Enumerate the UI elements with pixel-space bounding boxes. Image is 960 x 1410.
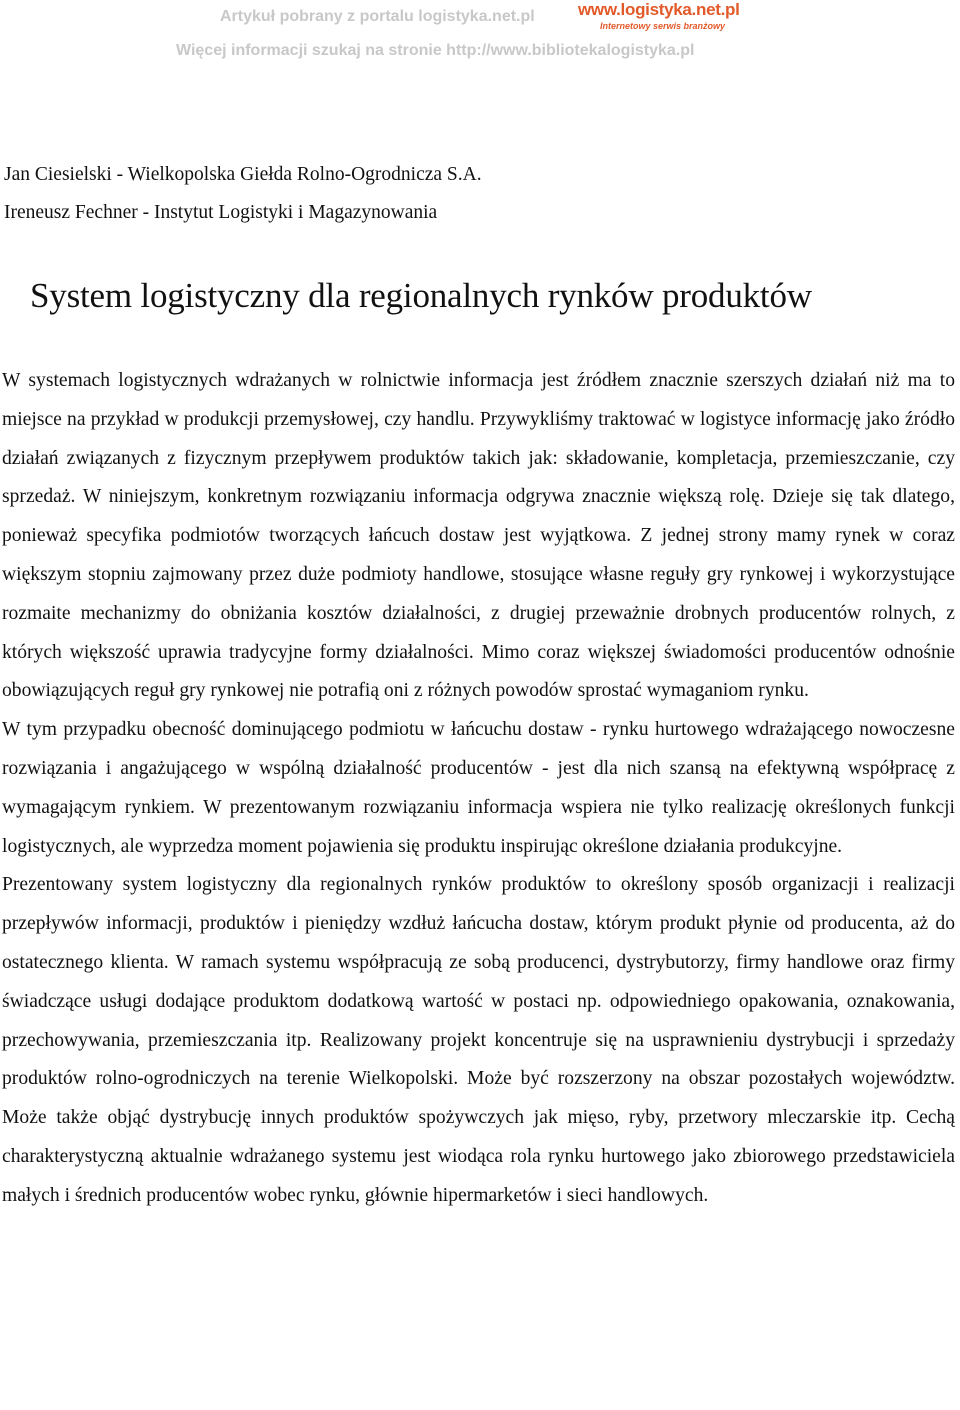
logo-text: www.logistyka.net.pl [578, 0, 740, 19]
source-notice: Artykuł pobrany z portalu logistyka.net.pl [220, 8, 535, 25]
article-body [2, 362, 955, 1216]
more-info-notice: Więcej informacji szukaj na stronie http://www.bibliotekalogistyka.pl [176, 42, 695, 59]
author-line: Ireneusz Fechner - Instytut Logistyki i Magazynowania [4, 202, 438, 223]
paragraph: Prezentowany system logistyczny dla regionalnych rynków produktów to określony sposób organizacji i realizacji przepływów informacji, produktów i pieniędzy wzdłuż łańcucha dostaw, którym produkt płynie od producenta, aż do ostatecznego klienta. W ramach systemu współpracują ze sobą producenci, dystrybutorzy, firmy handlowe oraz firmy świadczące usługi dodające produktom dodatkową wartość w postaci np. odpowiedniego opakowania, oznakowania, przechowywania, przemieszczania itp. Realizowany projekt koncentruje się na usprawnieniu dystrybucji i sprzedaży produktów rolno-ogrodniczych na terenie Wielkopolski. Może być rozszerzony na obszar pozostałych województw. Może także objąć dystrybucję innych produktów spożywczych jak mięso, ryby, przetwory mleczarskie itp. Cechą charakterystyczną aktualnie wdrażanego systemu jest wiodąca rola rynku hurtowego jako zbiorowego przedstawiciela małych i średnich producentów wobec rynku, głównie hipermarketów i sieci handlowych. [2, 874, 955, 1206]
document-title: System logistyczny dla regionalnych rynków produktów [30, 276, 812, 315]
logo-tagline: Internetowy serwis branżowy [600, 21, 726, 31]
authors-block [4, 156, 482, 232]
paragraph: W tym przypadku obecność dominującego podmiotu w łańcuchu dostaw - rynku hurtowego wdrażającego nowoczesne rozwiązania i angażującego w wspólną działalność producentów - jest dla nich szansą na efektywną współpracę z wymagającym rynkiem. W prezentowanym rozwiązaniu informacja wspiera nie tylko realizację określonych funkcji logistycznych, ale wyprzedza moment pojawienia się produktu inspirując określone działania produkcyjne. [2, 719, 955, 857]
logistyka-logo[interactable] [578, 0, 738, 34]
page-header [0, 0, 960, 70]
author-line: Jan Ciesielski - Wielkopolska Giełda Rolno-Ogrodnicza S.A. [4, 164, 482, 185]
paragraph: W systemach logistycznych wdrażanych w rolnictwie informacja jest źródłem znacznie szerszych działań niż ma to miejsce na przykład w produkcji przemysłowej, czy handlu. Przywykliśmy traktować w logistyce informację jako źródło działań związanych z fizycznym przepływem produktów takich jak: składowanie, kompletacja, przemieszczanie, czy sprzedaż. W niniejszym, konkretnym rozwiązaniu informacja odgrywa znacznie większą rolę. Dzieje się tak dlatego, ponieważ specyfika podmiotów tworzących łańcuch dostaw jest wyjątkowa. Z jednej strony mamy rynek w coraz większym stopniu zajmowany przez duże podmioty handlowe, stosujące własne reguły gry rynkowej i wykorzystujące rozmaite mechanizmy do obniżania kosztów działalności, z drugiej przeważnie drobnych producentów rolnych, z których większość uprawia tradycyjne formy działalności. Mimo coraz większej świadomości producentów odnośnie obowiązujących reguł gry rynkowej nie potrafią oni z różnych powodów sprostać wymaganiom rynku. [2, 370, 955, 702]
